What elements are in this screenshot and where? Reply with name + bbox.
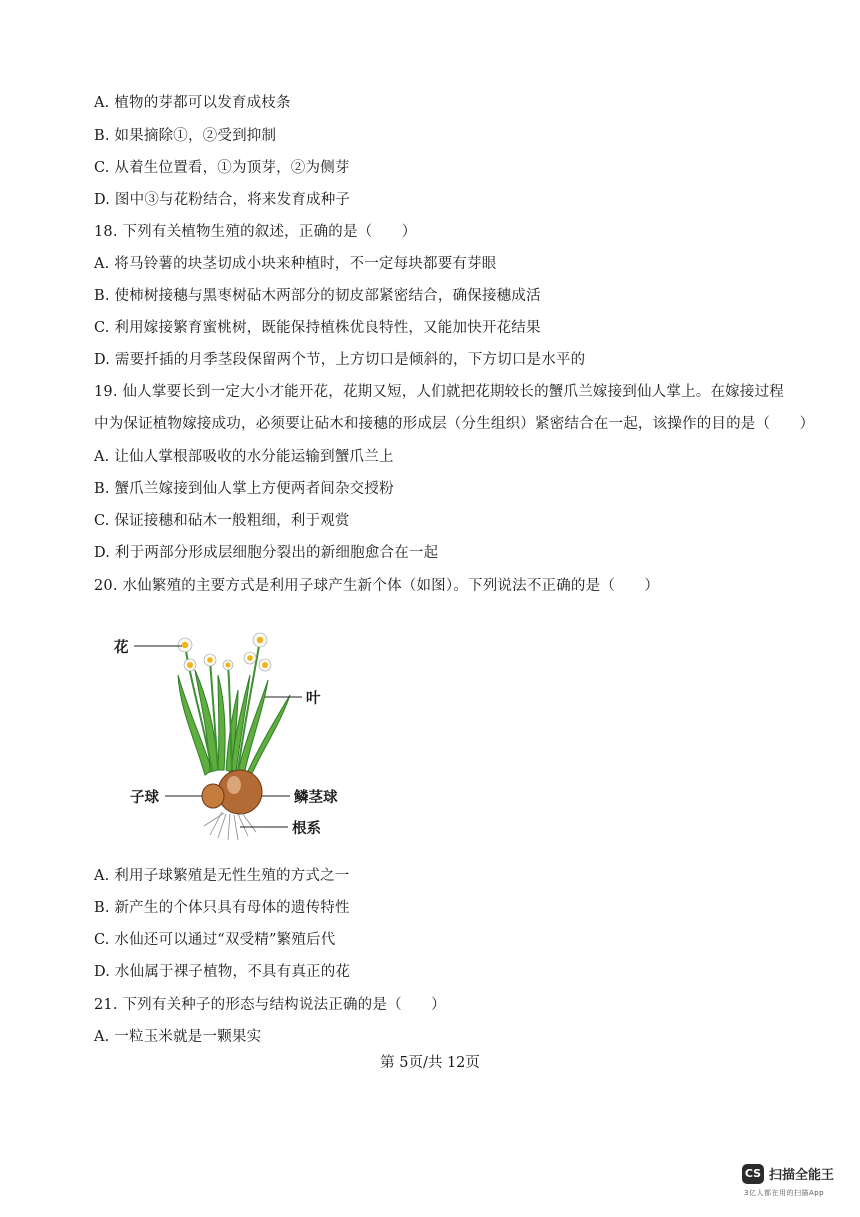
narcissus-figure [100, 620, 400, 850]
watermark-name: 扫描全能王 [769, 1168, 835, 1183]
q18-option-b: B. 使柿树接穗与黑枣树砧木两部分的韧皮部紧密结合，确保接穗成活 [94, 288, 541, 304]
label-flower: 花 [114, 640, 129, 656]
label-roots: 根系 [292, 821, 321, 837]
q18-option-a: A. 将马铃薯的块茎切成小块来种植时，不一定每块都要有芽眼 [94, 256, 497, 272]
q19-option-a: A. 让仙人掌根部吸收的水分能运输到蟹爪兰上 [94, 449, 394, 465]
label-bulb: 鳞茎球 [294, 790, 338, 806]
scanner-watermark [742, 1164, 852, 1208]
q19-stem-line2: 中为保证植物嫁接成功，必须要让砧木和接穗的形成层（分生组织）紧密结合在一起，该操作的目的是（ ） [94, 416, 815, 432]
q17-option-b: B. 如果摘除①，②受到抑制 [94, 128, 277, 144]
camscanner-logo-icon: CS [742, 1164, 764, 1184]
label-leaf: 叶 [306, 691, 321, 707]
q21-stem: 21. 下列有关种子的形态与结构说法正确的是（ ） [94, 997, 446, 1013]
q19-option-c: C. 保证接穗和砧木一般粗细，利于观赏 [94, 513, 350, 529]
narcissus-illustration [100, 620, 400, 850]
q20-option-b: B. 新产生的个体只具有母体的遗传特性 [94, 900, 350, 916]
q17-option-a: A. 植物的芽都可以发育成枝条 [94, 95, 291, 111]
q20-option-d: D. 水仙属于裸子植物，不具有真正的花 [94, 964, 351, 980]
q19-option-d: D. 利于两部分形成层细胞分裂出的新细胞愈合在一起 [94, 545, 439, 561]
q17-option-d: D. 图中③与花粉结合，将来发育成种子 [94, 192, 351, 208]
q20-stem: 20. 水仙繁殖的主要方式是利用子球产生新个体（如图）。下列说法不正确的是（ ） [94, 578, 660, 594]
q19-stem-line1: 19. 仙人掌要长到一定大小才能开花，花期又短，人们就把花期较长的蟹爪兰嫁接到仙人掌上。在嫁接过程 [94, 384, 784, 400]
q19-option-b: B. 蟹爪兰嫁接到仙人掌上方便两者间杂交授粉 [94, 481, 394, 497]
label-offset-bulb: 子球 [130, 790, 159, 806]
q21-option-a: A. 一粒玉米就是一颗果实 [94, 1029, 262, 1045]
q18-option-d: D. 需要扦插的月季茎段保留两个节，上方切口是倾斜的，下方切口是水平的 [94, 352, 586, 368]
q20-option-c: C. 水仙还可以通过“双受精”繁殖后代 [94, 932, 336, 948]
watermark-tagline: 3亿人都在用的扫描App [744, 1189, 825, 1197]
q17-option-c: C. 从着生位置看，①为顶芽，②为侧芽 [94, 160, 350, 176]
page-footer: 第 5页/共 12页 [380, 1055, 480, 1071]
q18-option-c: C. 利用嫁接繁育蜜桃树，既能保持植株优良特性，又能加快开花结果 [94, 320, 541, 336]
q18-stem: 18. 下列有关植物生殖的叙述，正确的是（ ） [94, 224, 417, 240]
q20-option-a: A. 利用子球繁殖是无性生殖的方式之一 [94, 868, 350, 884]
